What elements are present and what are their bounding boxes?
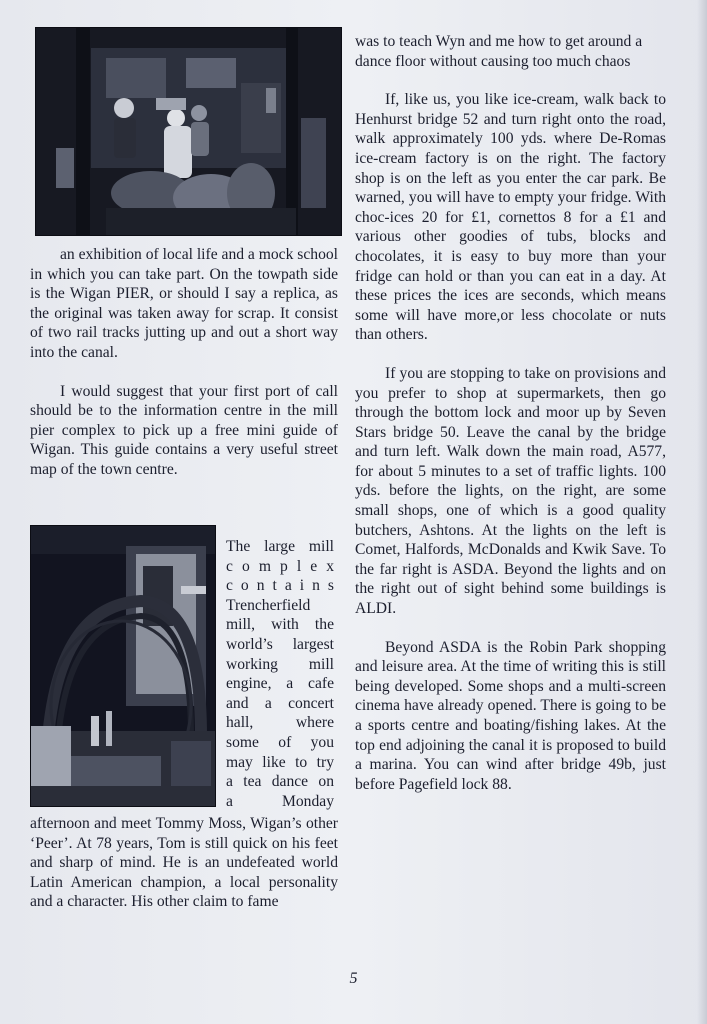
wrap-line: c o n t a i n s <box>226 577 334 595</box>
wrap-line: The large mill <box>226 538 334 555</box>
page-edge-shadow <box>697 0 707 1024</box>
wrap-line: hall, where <box>226 714 334 732</box>
exhibition-photo-graphic <box>36 28 341 235</box>
wrap-line: may like to try <box>226 753 334 771</box>
paragraph-first-port: I would suggest that your first port of call should be to the information centre in the mill pier complex to pick up a free mini guide of Wigan. This guide contains a very useful street map of the town centre. <box>30 382 338 478</box>
right-column <box>355 32 666 794</box>
wrap-line: a tea dance on <box>226 773 334 791</box>
paragraph-ice-cream: If, like us, you like ice-cream, walk back to Henhurst bridge 52 and turn right onto the road, walk approximately 100 yds. where De-Romas ice-cream factory is on the right. The factory shop is on the left as you enter the car park. Be warned, you will have to empty your fridge. With choc-ices 20 for £1, cornettos 8 for a £1 and various other goodies of tubs, blocks and chocolates, it is easy to buy more than your fridge can hold or than you can eat in a day. At these prices the ices are seconds, which means some will have more,or less chocolate or nuts than others. <box>355 91 666 344</box>
wrap-line: world’s largest <box>226 635 334 653</box>
paragraph-provisions: If you are stopping to take on provisions and you prefer to shop at supermarkets, then go through the bottom lock and moor up by Seven Stars bridge 50. Leave the canal by the bridge and turn left. Walk down the main road, A577, for about 5 minutes to a set of traffic lights. 100 yds. before the lights, on the right, are some small shops, one of which is a good quality butchers, Ashtons. At the lights on the left is Comet, Halfords, McDonalds and Kwik Save. To the far right is ASDA. Beyond the lights and on the right out of sight behind some buildings is ALDI. <box>355 364 666 618</box>
wrap-line: c o m p l e x <box>226 557 334 575</box>
wrap-line: and a concert <box>226 694 334 712</box>
mill-wrap-text <box>226 537 334 811</box>
paragraph-tommy-moss: afternoon and meet Tommy Moss, Wigan’s other ‘Peer’. At 78 years, Tom is still quick on his feet and sharp of mind. He is an undefeated world Latin American champion, a local personality and a character. His other claim to fame <box>30 815 338 911</box>
wrap-line: Trencherfield <box>226 596 311 614</box>
wrap-line: some of you <box>226 733 334 751</box>
paragraph-robin-park: Beyond ASDA is the Robin Park shopping and leisure area. At the time of writing this is still being developed. Some shops and a multi-screen cinema have already opened. There is going to be a sports centre and boating/fishing lakes. At the top end adjoining the canal it is proposed to build a marina. You can wind after bridge 49b, just before Pagefield lock 88. <box>355 638 666 793</box>
left-column <box>30 245 338 480</box>
wrap-line: engine, a cafe <box>226 675 334 693</box>
left-column-bottom <box>30 814 338 912</box>
wrap-line: mill, with the <box>226 616 334 634</box>
wrap-line: working mill <box>226 655 334 673</box>
paragraph-dance-floor: was to teach Wyn and me how to get around a dance floor without causing too much chaos <box>355 33 643 70</box>
wrap-line: a Monday <box>226 792 334 810</box>
page-number: 5 <box>349 970 358 987</box>
paragraph-exhibition: an exhibition of local life and a mock school in which you can take part. On the towpath side is the Wigan PIER, or should I say a replica, as the original was taken away for scrap. It consist of two rail tracks jutting up and out a short way into the canal. <box>30 246 339 361</box>
exhibition-photo <box>35 27 342 236</box>
mill-engine-photo <box>30 525 216 807</box>
mill-engine-photo-graphic <box>31 526 215 806</box>
